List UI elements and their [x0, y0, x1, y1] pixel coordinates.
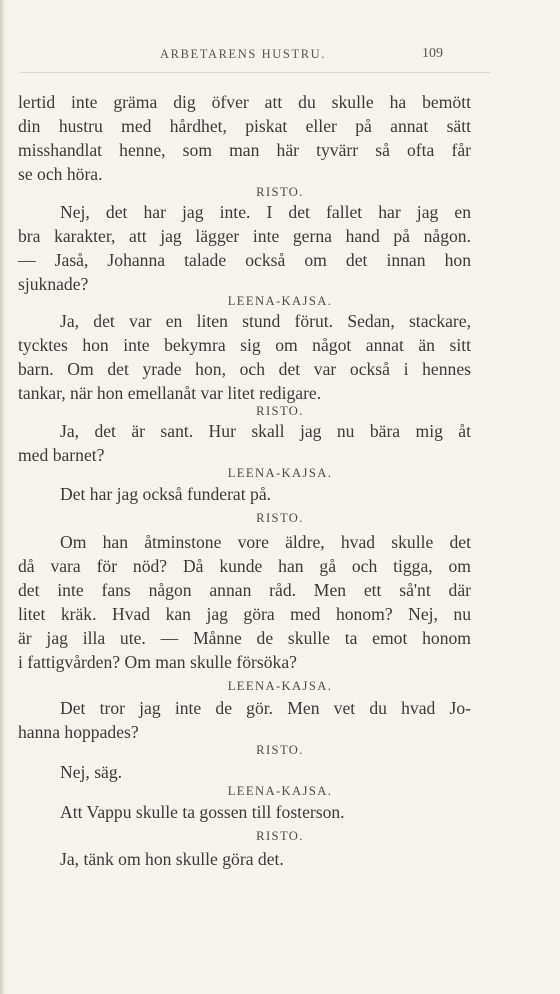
- text-line: sjuknade?: [18, 274, 89, 294]
- speaker-label: LEENA-KAJSA.: [227, 466, 333, 480]
- text-line: se och höra.: [18, 164, 103, 184]
- running-title: ARBETARENS HUSTRU.: [160, 47, 327, 61]
- text-line: misshandlat henne, som man här tyvärr så ofta får: [18, 140, 471, 160]
- text-line: med barnet?: [18, 445, 105, 465]
- text-line: Ja, tänk om hon skulle göra det.: [60, 849, 284, 869]
- text-line: Ja, det var en liten stund förut. Sedan, stackare,: [60, 311, 471, 331]
- text-line: är jag illa ute. — Månne de skulle ta emot honom: [18, 628, 471, 648]
- speaker-label: RISTO.: [256, 511, 304, 525]
- text-line: tankar, när hon emellanåt var litet redigare.: [18, 383, 322, 403]
- text-line: Det har jag också funderat på.: [60, 484, 272, 504]
- text-line: tycktes hon inte bekymra sig om något annat än sitt: [18, 335, 471, 355]
- text-line: Ja, det är sant. Hur skall jag nu bära mig åt: [60, 421, 471, 441]
- speaker-label: RISTO.: [256, 185, 304, 199]
- text-line: — Jaså, Johanna talade också om det innan hon: [18, 250, 471, 270]
- header-rule: [20, 72, 490, 73]
- text-line: litet kräk. Hvad kan jag göra med honom? Nej, nu: [18, 604, 471, 624]
- running-header: [0, 47, 560, 67]
- text-line: din hustru med hårdhet, piskat eller på annat sätt: [18, 116, 471, 136]
- page-number: 109: [422, 46, 443, 61]
- text-line: Om han åtminstone vore äldre, hvad skulle det: [60, 532, 471, 552]
- text-line: Det tror jag inte de gör. Men vet du hvad Jo-: [60, 698, 471, 718]
- text-line: det inte fans någon annan råd. Men ett så'nt där: [18, 580, 471, 600]
- text-line: Nej, det har jag inte. I det fallet har jag en: [60, 202, 471, 222]
- text-line: i fattigvården? Om man skulle försöka?: [18, 652, 297, 672]
- speaker-label: LEENA-KAJSA.: [227, 679, 333, 693]
- speaker-label: RISTO.: [256, 829, 304, 843]
- text-line: hanna hoppades?: [18, 722, 139, 742]
- text-line: Nej, säg.: [60, 762, 123, 782]
- speaker-label: RISTO.: [256, 743, 304, 757]
- text-line: bra karakter, att jag lägger inte gerna hand på någon.: [18, 226, 471, 246]
- text-line: Att Vappu skulle ta gossen till fosterson.: [60, 802, 345, 822]
- text-line: barn. Om det yrade hon, och det var också i hennes: [18, 359, 471, 379]
- text-line: lertid inte gräma dig öfver att du skulle ha bemött: [18, 92, 471, 112]
- text-line: då vara för nöd? Då kunde han gå och tigga, om: [18, 556, 471, 576]
- speaker-label: RISTO.: [256, 404, 304, 418]
- speaker-label: LEENA-KAJSA.: [227, 784, 333, 798]
- speaker-label: LEENA-KAJSA.: [227, 294, 333, 308]
